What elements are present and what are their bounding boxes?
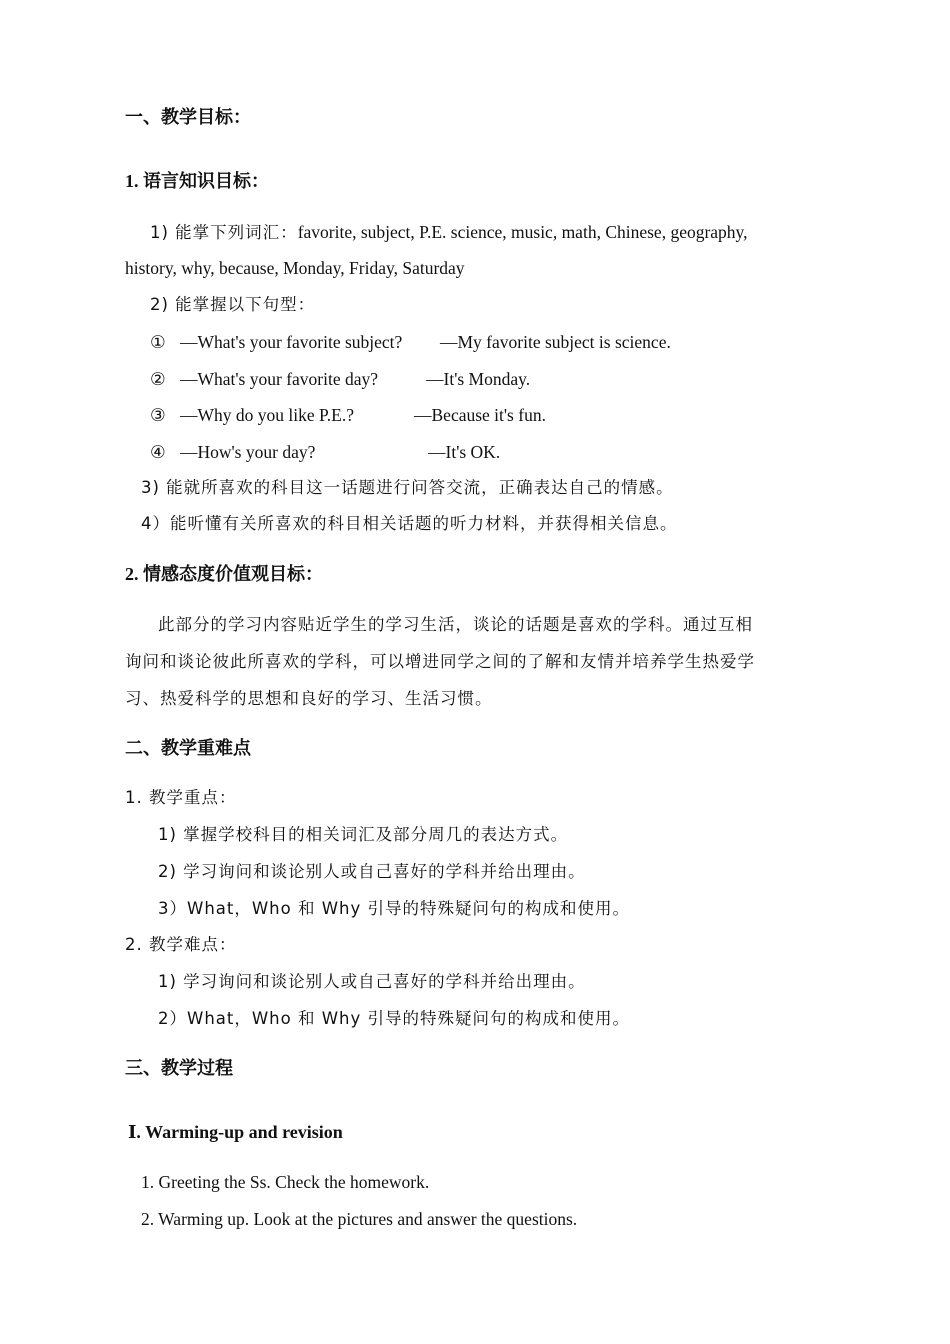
objectives-heading: 一、教学目标：: [125, 107, 251, 127]
focus-item-2: 2) 学习询问和谈论别人或自己喜好的学科并给出理由。: [158, 862, 586, 881]
vocab-prefix: 1) 能掌下列词汇：: [150, 223, 298, 242]
difficulty-item-1: 1) 学习询问和谈论别人或自己喜好的学科并给出理由。: [158, 972, 586, 991]
pattern-1: [150, 330, 671, 354]
focus-item-3: 3）What，Who 和 Why 引导的特殊疑问句的构成和使用。: [158, 899, 630, 918]
vocab-words-1: favorite, subject, P.E. science, music, math, Chinese, geography,: [297, 222, 748, 242]
process-heading: 三、教学过程: [125, 1058, 233, 1078]
language-goal-3: 3) 能就所喜欢的科目这一话题进行问答交流，正确表达自己的情感。: [141, 478, 674, 497]
pattern-number: ①: [150, 332, 166, 352]
vocab-line-2: history, why, because, Monday, Friday, Saturday: [125, 258, 465, 278]
process-step-1: 1. Greeting the Ss. Check the homework.: [141, 1172, 430, 1192]
key-points-heading: 二、教学重难点: [125, 738, 251, 758]
pattern-4: [150, 440, 501, 464]
process-step-2: 2. Warming up. Look at the pictures and answer the questions.: [141, 1209, 578, 1229]
pattern-answer: —It's OK.: [428, 442, 501, 462]
pattern-question: —What's your favorite subject?: [180, 332, 403, 352]
pattern-question: —What's your favorite day?: [180, 369, 379, 389]
pattern-number: ④: [150, 442, 166, 462]
emotion-paragraph-line-3: 习、热爱科学的思想和良好的学习、生活习惯。: [125, 689, 493, 708]
sentence-intro: 2) 能掌握以下句型：: [150, 295, 316, 314]
pattern-question: —How's your day?: [180, 442, 316, 462]
pattern-number: ③: [150, 405, 166, 425]
pattern-answer: —It's Monday.: [426, 369, 531, 389]
focus-item-1: 1) 掌握学校科目的相关词汇及部分周几的表达方式。: [158, 825, 569, 844]
difficulty-item-2: 2）What，Who 和 Why 引导的特殊疑问句的构成和使用。: [158, 1009, 630, 1028]
pattern-number: ②: [150, 369, 166, 389]
pattern-answer: —Because it's fun.: [414, 405, 546, 425]
pattern-2: [150, 367, 531, 391]
emotion-goals-heading: 2. 情感态度价值观目标：: [125, 564, 323, 584]
pattern-answer: —My favorite subject is science.: [440, 332, 671, 352]
language-goal-4: 4）能听懂有关所喜欢的科目相关话题的听力材料，并获得相关信息。: [141, 514, 678, 533]
section-1-heading: Ⅰ. Warming-up and revision: [128, 1122, 343, 1142]
pattern-3: [150, 403, 546, 427]
emotion-paragraph-line-1: 此部分的学习内容贴近学生的学习生活，谈论的话题是喜欢的学科。通过互相: [158, 615, 753, 634]
language-goals-heading: 1. 语言知识目标：: [125, 171, 269, 191]
vocab-line-1: [150, 220, 830, 245]
emotion-paragraph-line-2: 询问和谈论彼此所喜欢的学科，可以增进同学之间的了解和友情并培养学生热爱学: [125, 652, 755, 671]
difficulty-heading: 2. 教学难点：: [125, 935, 237, 954]
focus-heading: 1. 教学重点：: [125, 788, 237, 807]
pattern-question: —Why do you like P.E.?: [180, 405, 355, 425]
